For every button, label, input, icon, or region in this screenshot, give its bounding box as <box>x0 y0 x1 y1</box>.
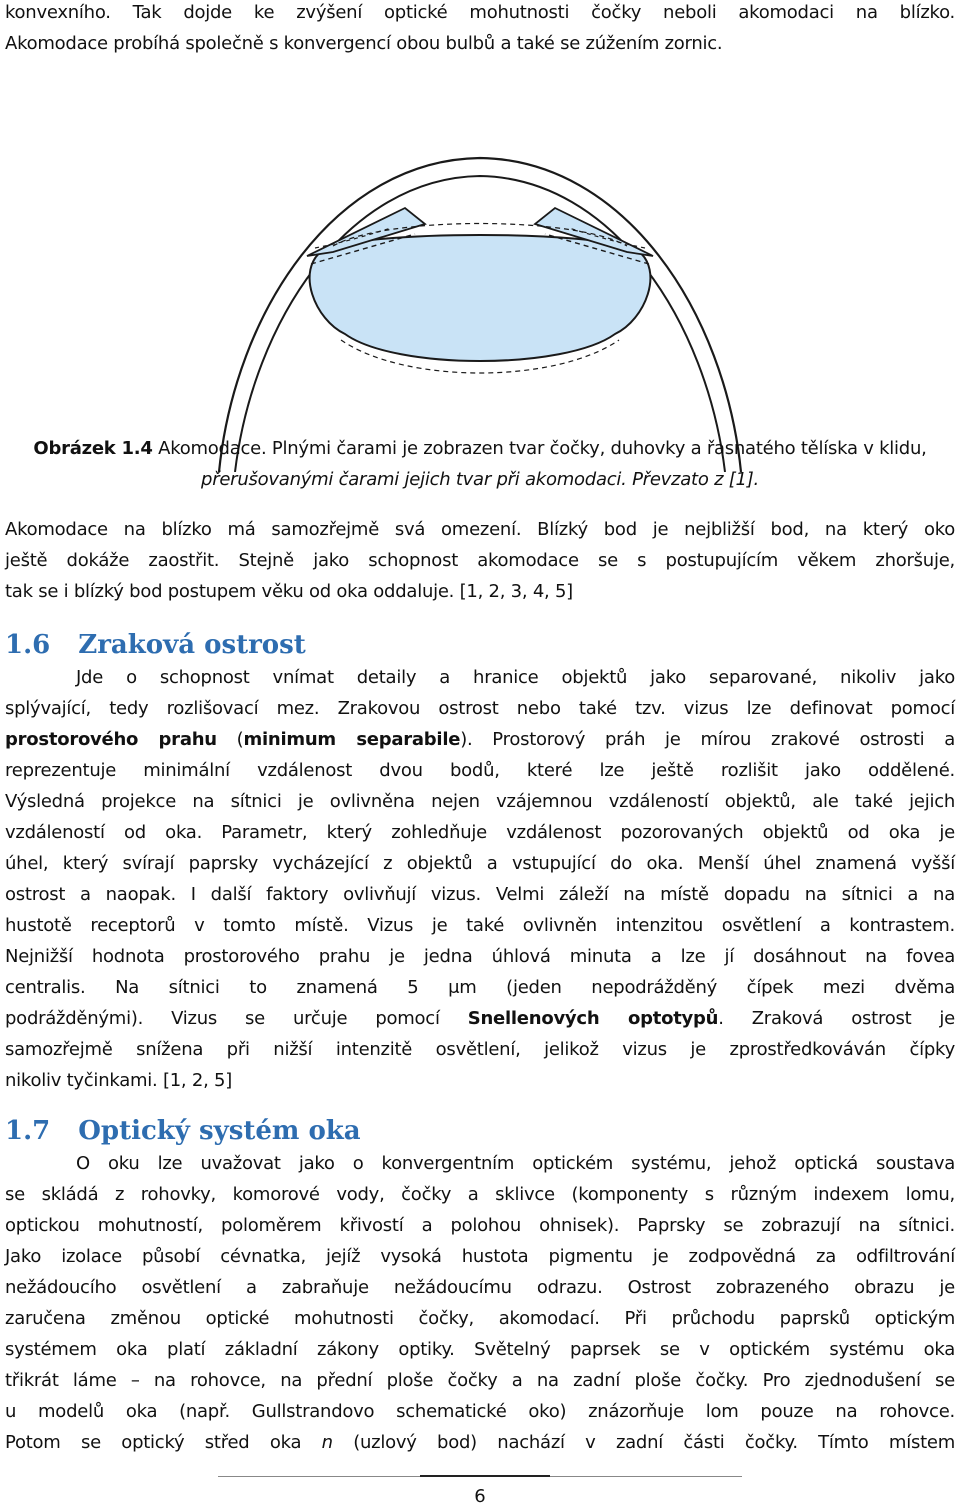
page-number: 6 <box>474 1486 486 1507</box>
figure-caption-line: přerušovanými čarami jejich tvar při akomodaci. Převzato z [1]. <box>201 469 759 490</box>
text-line: úhel, který svírají paprsky vycházející z objektů a vstupující do oka. Menší úhel znamená vyšší <box>5 853 955 874</box>
text-line: třikrát láme – na rohovce, na přední ploše čočky a na zadní ploše čočky. Pro zjednodušení se <box>5 1370 955 1391</box>
text-line <box>5 1006 955 1032</box>
text-line: samozřejmě snížena při nižší intenzitě osvětlení, jelikož vizus je zprostředkováván čípky <box>5 1039 955 1060</box>
text-line: hustotě receptorů v tomto místě. Vizus je také ovlivněn intenzitou osvětlení a kontrastem. <box>5 915 955 936</box>
section-title: Optický systém oka <box>78 1116 361 1146</box>
text-line: centralis. Na sítnici to znamená 5 μm (jeden nepodrážděný čípek mezi dvěma <box>5 977 955 998</box>
section-heading-1-7 <box>5 1114 361 1148</box>
text-run: Potom se optický střed oka <box>5 1432 322 1453</box>
text-line: Akomodace probíhá společně s konvergencí obou bulbů a také se zúžením zornic. <box>5 33 723 54</box>
bold-term: minimum separabile <box>243 729 461 750</box>
text-line: zaručena změnou optické mohutnosti čočky, akomodací. Při průchodu paprsků optickým <box>5 1308 955 1329</box>
text-line: systémem oka platí základní zákony optiky. Světelný paprsek se v optickém systému oka <box>5 1339 955 1360</box>
accommodation-figure <box>215 152 745 472</box>
footer-rule-accent <box>420 1475 550 1477</box>
section-number: 1.6 <box>5 630 51 660</box>
text-line: ještě dokáže zaostřit. Stejně jako schopnost akomodace se s postupujícím věkem zhoršuje, <box>5 550 955 571</box>
text-line: Výsledná projekce na sítnici je ovlivněna nejen vzájemnou vzdáleností objektů, ale také jejich <box>5 791 955 812</box>
section-number: 1.7 <box>5 1116 51 1146</box>
figure-caption-text: Akomodace. Plnými čarami je zobrazen tvar čočky, duhovky a řasnatého tělíska v klidu, <box>152 438 927 459</box>
text-line <box>5 1430 955 1456</box>
text-line: Jde o schopnost vnímat detaily a hranice objektů jako separované, nikoliv jako <box>76 667 955 688</box>
text-line: vzdáleností od oka. Parametr, který zohledňuje vzdálenost pozorovaných objektů od oka je <box>5 822 955 843</box>
text-line: se skládá z rohovky, komorové vody, čočky a sklivce (komponenty s různým indexem lomu, <box>5 1184 955 1205</box>
italic-symbol: n <box>321 1432 333 1453</box>
figure-label: Obrázek 1.4 <box>33 438 153 459</box>
text-run: ). Prostorový práh je mírou zrakové ostrosti a <box>460 729 955 750</box>
text-line: nežádoucího osvětlení a zabraňuje nežádoucímu odrazu. Ostrost zobrazeného obrazu je <box>5 1277 955 1298</box>
lens-shape <box>310 235 651 361</box>
text-line: optickou mohutností, poloměrem křivostí a polohou ohnisek). Paprsky se zobrazují na sítnici. <box>5 1215 955 1236</box>
text-line: konvexního. Tak dojde ke zvýšení optické mohutnosti čočky neboli akomodaci na blízko. <box>5 2 955 23</box>
text-line: Akomodace na blízko má samozřejmě svá omezení. Blízký bod je nejbližší bod, na který oko <box>5 519 955 540</box>
text-run: (uzlový bod) nachází v zadní části čočky. Tímto místem <box>332 1432 955 1453</box>
section-heading-1-6 <box>5 628 306 662</box>
text-line: Jako izolace působí cévnatka, jejíž vysoká hustota pigmentu je zodpovědná za odfiltrování <box>5 1246 955 1267</box>
text-line: nikoliv tyčinkami. [1, 2, 5] <box>5 1070 232 1091</box>
text-line: ostrost a naopak. I další faktory ovlivňují vizus. Velmi záleží na místě dopadu na sítnici a na <box>5 884 955 905</box>
text-run: . Zraková ostrost je <box>718 1008 955 1029</box>
text-line: u modelů oka (např. Gullstrandovo schematické oko) znázorňuje lom pouze na rohovce. <box>5 1401 955 1422</box>
text-line: splývající, tedy rozlišovací mez. Zrakovou ostrost nebo také tzv. vizus lze definovat pomocí <box>5 698 955 719</box>
text-line <box>5 727 955 753</box>
section-title: Zraková ostrost <box>78 630 306 660</box>
text-run: ( <box>216 729 244 750</box>
figure-caption <box>0 436 960 462</box>
text-line: reprezentuje minimální vzdálenost dvou bodů, které lze ještě rozlišit jako oddělené. <box>5 760 955 781</box>
text-line: O oku lze uvažovat jako o konvergentním optickém systému, jehož optická soustava <box>76 1153 955 1174</box>
bold-term: prostorového prahu <box>5 729 217 750</box>
text-run: podrážděnými). Vizus se určuje pomocí <box>5 1008 468 1029</box>
text-line: tak se i blízký bod postupem věku od oka oddaluje. [1, 2, 3, 4, 5] <box>5 581 573 602</box>
bold-term: Snellenových optotypů <box>467 1008 719 1029</box>
text-line: Nejnižší hodnota prostorového prahu je jedna úhlová minuta a lze jí dosáhnout na fovea <box>5 946 955 967</box>
